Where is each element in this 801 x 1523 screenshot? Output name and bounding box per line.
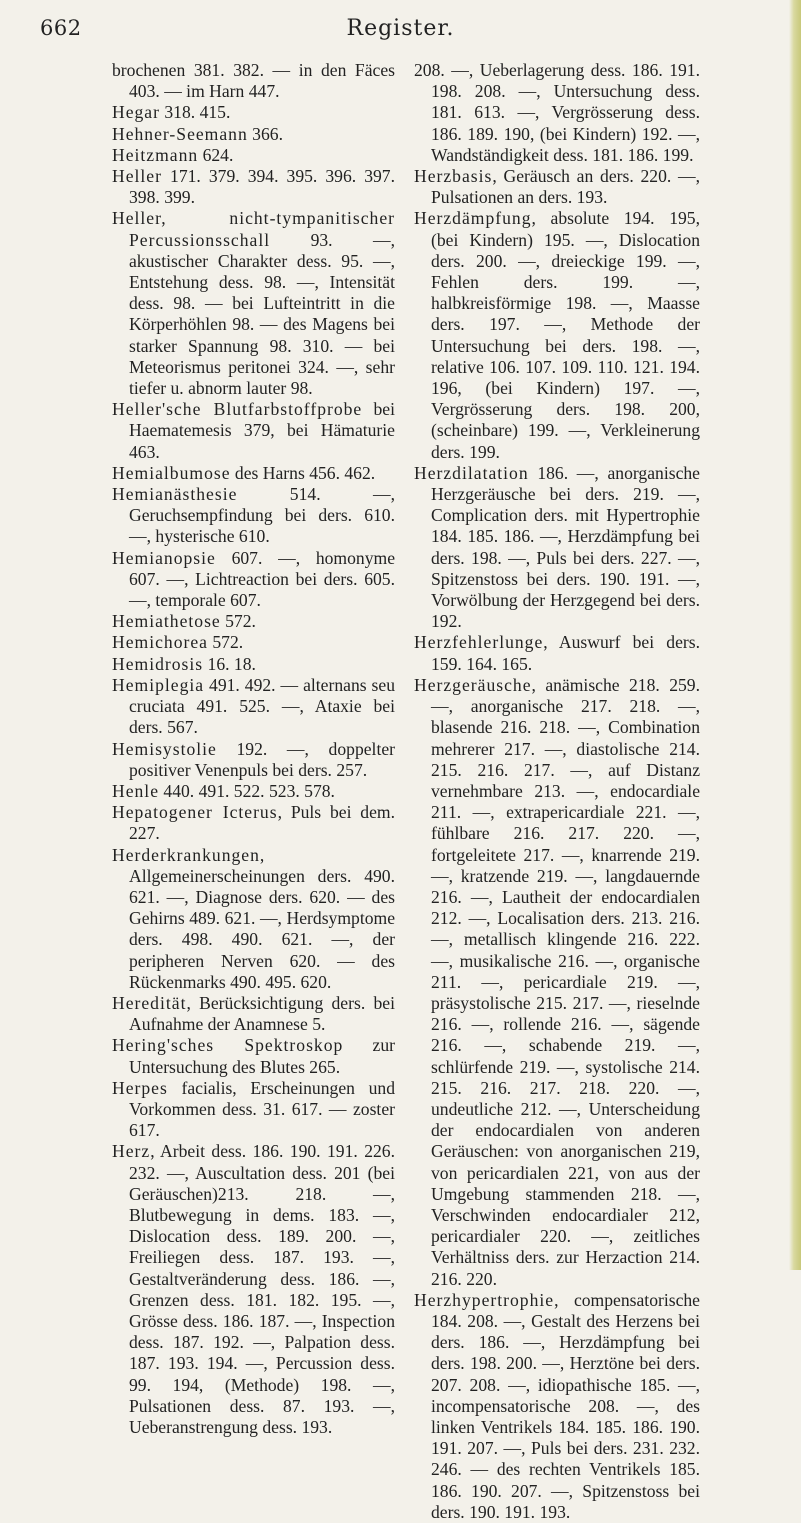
index-references: brochenen 381. 382. — in den Fäces 403. — im Harn 447.: [112, 60, 395, 102]
index-keyword: Hegar: [112, 102, 160, 123]
index-entry: [112, 60, 395, 102]
page-number: 662: [40, 16, 82, 40]
page-edge-stain: [789, 0, 801, 1270]
index-entry: [112, 124, 395, 145]
index-keyword: Herzbasis: [414, 166, 493, 187]
index-references: 572.: [207, 632, 244, 653]
index-references: 171. 379. 394. 395. 396. 397. 398. 399.: [129, 166, 395, 208]
index-keyword: Herderkrankungen: [112, 844, 260, 865]
index-entry: [112, 1141, 395, 1438]
index-entry: [414, 1290, 700, 1523]
index-entry: [112, 102, 395, 123]
index-entry: [112, 802, 395, 844]
index-entry: [112, 632, 395, 653]
index-keyword: Hehner-Seemann: [112, 123, 248, 144]
index-entry: [414, 60, 700, 166]
index-entry: [112, 208, 395, 399]
index-keyword: Herpes: [112, 1077, 168, 1098]
index-references: 192. —, doppelter positiver Venenpuls bei ders. 257.: [129, 738, 395, 780]
index-entry: [112, 166, 395, 208]
index-references: 572.: [220, 611, 256, 632]
index-entry: [112, 739, 395, 781]
index-keyword: Hemichorea: [112, 632, 208, 653]
index-entry: [112, 675, 395, 739]
index-references: 318. 415.: [159, 102, 231, 123]
index-references: zur Untersuchung des Blutes 265.: [129, 1035, 395, 1077]
index-keyword: Heller'sche Blutfarbstoffprobe: [112, 399, 363, 420]
index-keyword: Heller, nicht-tympanitischer Percussionsschall: [112, 208, 395, 250]
index-entry: [414, 675, 700, 1290]
index-references: , Allgemeinerscheinungen ders. 490. 621. —, Diagnose ders. 620. — des Gehirns 489. 621. —, Herdsymptome ders. 498. 490. 621. —, der peripheren Nerven 620. — des Rückenmarks 490. 495. 620.: [129, 844, 395, 992]
index-keyword: Henle: [112, 780, 160, 801]
index-keyword: Hemialbumose: [112, 462, 231, 483]
index-entry: [112, 611, 395, 632]
index-keyword: Heredität: [112, 992, 187, 1013]
index-keyword: Herz: [112, 1141, 151, 1162]
index-entry: [112, 399, 395, 463]
index-references: bei Haematemesis 379, bei Hämaturie 463.: [129, 399, 395, 462]
index-references: 514. —, Geruchsempfindung bei ders. 610. —, hysterische 610.: [129, 484, 395, 547]
index-entry: [112, 548, 395, 612]
index-entry: [112, 781, 395, 802]
index-keyword: Herzgeräusche: [414, 674, 532, 695]
running-head: Register.: [346, 16, 455, 41]
index-entry: [414, 632, 700, 674]
index-entry: [112, 484, 395, 548]
index-keyword: Herzfehlerlunge: [414, 632, 544, 653]
index-keyword: Hemiathetose: [112, 611, 221, 632]
index-entry: [414, 463, 700, 633]
index-references: 624.: [198, 144, 234, 165]
index-keyword: Hemiplegia: [112, 674, 205, 695]
index-references: , anämische 218. 259. —, anorganische 217. 218. —, blasende 216. 218. —, Combination mehrerer 217. —, diastolische 214. 215. 216. 217. —, auf Distanz vernehmbare 213. —, endocardiale 211. —, extrapericardiale 221. —, fühlbare 216. 217. 220. —, fortgeleitete 217. —, knarrende 219. —, kratzende 219. —, langdauernde 216. —, Lautheit der endocardialen 212. —, Localisation ders. 213. 216. —, metallisch klingende 216. 222. —, musikalische 216. —, organische 211. —, pericardiale 219. —, präsystolische 215. 217. —, rieselnde 216. —, rollende 216. —, sägende 216. —, schabende 219. —, schlürfende 219. —, systolische 214. 215. 216. 217. 218. 220. —, undeutliche 212. —, Unterscheidung der endocardialen von anderen Geräuschen: von anorganischen 219, von pericardialen 221, von aus der Umgebung stammenden 218. —, Verschwinden endocardialer 212, pericardialer 220. —, zeitliches Verhältniss ders. zur Herzaction 214. 216. 220.: [431, 674, 700, 1289]
index-column-left: [112, 60, 395, 1438]
index-references: 186. —, anorganische Herzgeräusche bei ders. 219. —, Complication ders. mit Hypertrophie 184. 185. 186. —, Herzdämpfung bei ders. 198. —, Puls bei ders. 227. —, Spitzenstoss bei ders. 190. 191. —, Vorwölbung der Herzgegend bei ders. 192.: [431, 462, 700, 632]
index-references: 208. —, Ueberlagerung dess. 186. 191. 198. 208. —, Untersuchung dess. 181. 613. —, Vergrösserung dess. 186. 189. 190, (bei Kindern) 192. —, Wandständigkeit dess. 181. 186. 199.: [414, 60, 700, 165]
index-keyword: Hering'sches Spektroskop: [112, 1035, 344, 1056]
index-entry: [112, 1035, 395, 1077]
index-keyword: Hemidrosis: [112, 653, 204, 674]
index-keyword: Heitzmann: [112, 144, 199, 165]
index-references: 491. 492. — alternans seu cruciata 491. 525. —, Ataxie bei ders. 567.: [129, 674, 395, 738]
index-references: des Harns 456. 462.: [230, 462, 376, 483]
index-references: , Auswurf bei ders. 159. 164. 165.: [431, 632, 700, 674]
index-references: , absolute 194. 195, (bei Kindern) 195. —, Dislocation ders. 200. —, dreieckige 199. —, Fehlen ders. 199. —, halbkreisförmige 198. —, Maasse ders. 197. —, Methode der Untersuchung bei ders. 198. —, relative 106. 107. 109. 110. 121. 194. 196, (bei Kindern) 197. —, Vergrösserung ders. 198. 200, (scheinbare) 199. —, Verkleinerung ders. 199.: [431, 208, 700, 462]
index-references: 366.: [247, 123, 283, 144]
index-references: , Berücksichtigung ders. bei Aufnahme der Anamnese 5.: [129, 992, 395, 1035]
index-entry: [112, 1078, 395, 1142]
index-references: facialis, Erscheinungen und Vorkommen dess. 31. 617. — zoster 617.: [129, 1077, 395, 1141]
index-keyword: Hemisystolie: [112, 738, 217, 759]
index-references: 607. —, homonyme 607. —, Lichtreaction bei ders. 605. —, temporale 607.: [129, 547, 395, 611]
index-keyword: Herzdämpfung: [414, 208, 532, 229]
index-keyword: Hepatogener Icterus: [112, 802, 278, 823]
index-keyword: Herzhypertrophie: [414, 1289, 555, 1310]
index-references: , Arbeit dess. 186. 190. 191. 226. 232. —, Auscultation dess. 201 (bei Geräuschen)213. 218. —, Blutbewegung in dems. 183. —, Dislocation dess. 189. 200. —, Freiliegen dess. 187. 193. —, Gestaltveränderung dess. 186. —, Grenzen dess. 181. 182. 195. —, Grösse dess. 186. 187. —, Inspection dess. 187. 192. —, Palpation dess. 187. 193. 194. —, Percussion dess. 99. 194, (Methode) 198. —, Pulsationen dess. 87. 193. —, Ueberanstrengung dess. 193.: [129, 1141, 395, 1437]
index-entry: [112, 654, 395, 675]
index-references: 16. 18.: [203, 653, 256, 674]
index-references: , compensatorische 184. 208. —, Gestalt des Herzens bei ders. 186. —, Herzdämpfung bei ders. 198. 200. —, Herztöne bei ders. 207. 208. —, idiopathische 185. —, incompensatorische 208. —, des linken Ventrikels 184. 185. 186. 190. 191. 207. —, Puls bei ders. 231. 232. 246. — des rechten Ventrikels 185. 186. 190. 207. —, Spitzenstoss bei ders. 190. 191. 193.: [431, 1289, 700, 1522]
index-references: , Geräusch an ders. 220. —, Pulsationen an ders. 193.: [431, 166, 700, 208]
index-references: 440. 491. 522. 523. 578.: [159, 780, 335, 801]
index-references: , Puls bei dem. 227.: [129, 802, 395, 844]
index-entry: [414, 166, 700, 208]
index-entry: [112, 145, 395, 166]
index-references: 93. —, akustischer Charakter dess. 95. —, Entstehung dess. 98. —, Intensität dess. 98. — bei Lufteintritt in die Körperhöhlen 98. — des Magens bei starker Spannung 98. 310. — bei Meteorismus peritonei 324. —, sehr tiefer u. abnorm lauter 98.: [129, 229, 395, 399]
index-keyword: Herzdilatation: [414, 462, 529, 483]
index-entry: [414, 208, 700, 462]
index-keyword: Hemianästhesie: [112, 484, 238, 505]
index-entry: [112, 463, 395, 484]
index-entry: [112, 993, 395, 1035]
index-column-right: [414, 60, 700, 1523]
index-keyword: Heller: [112, 166, 162, 187]
index-entry: [112, 845, 395, 993]
index-keyword: Hemianopsie: [112, 547, 216, 568]
